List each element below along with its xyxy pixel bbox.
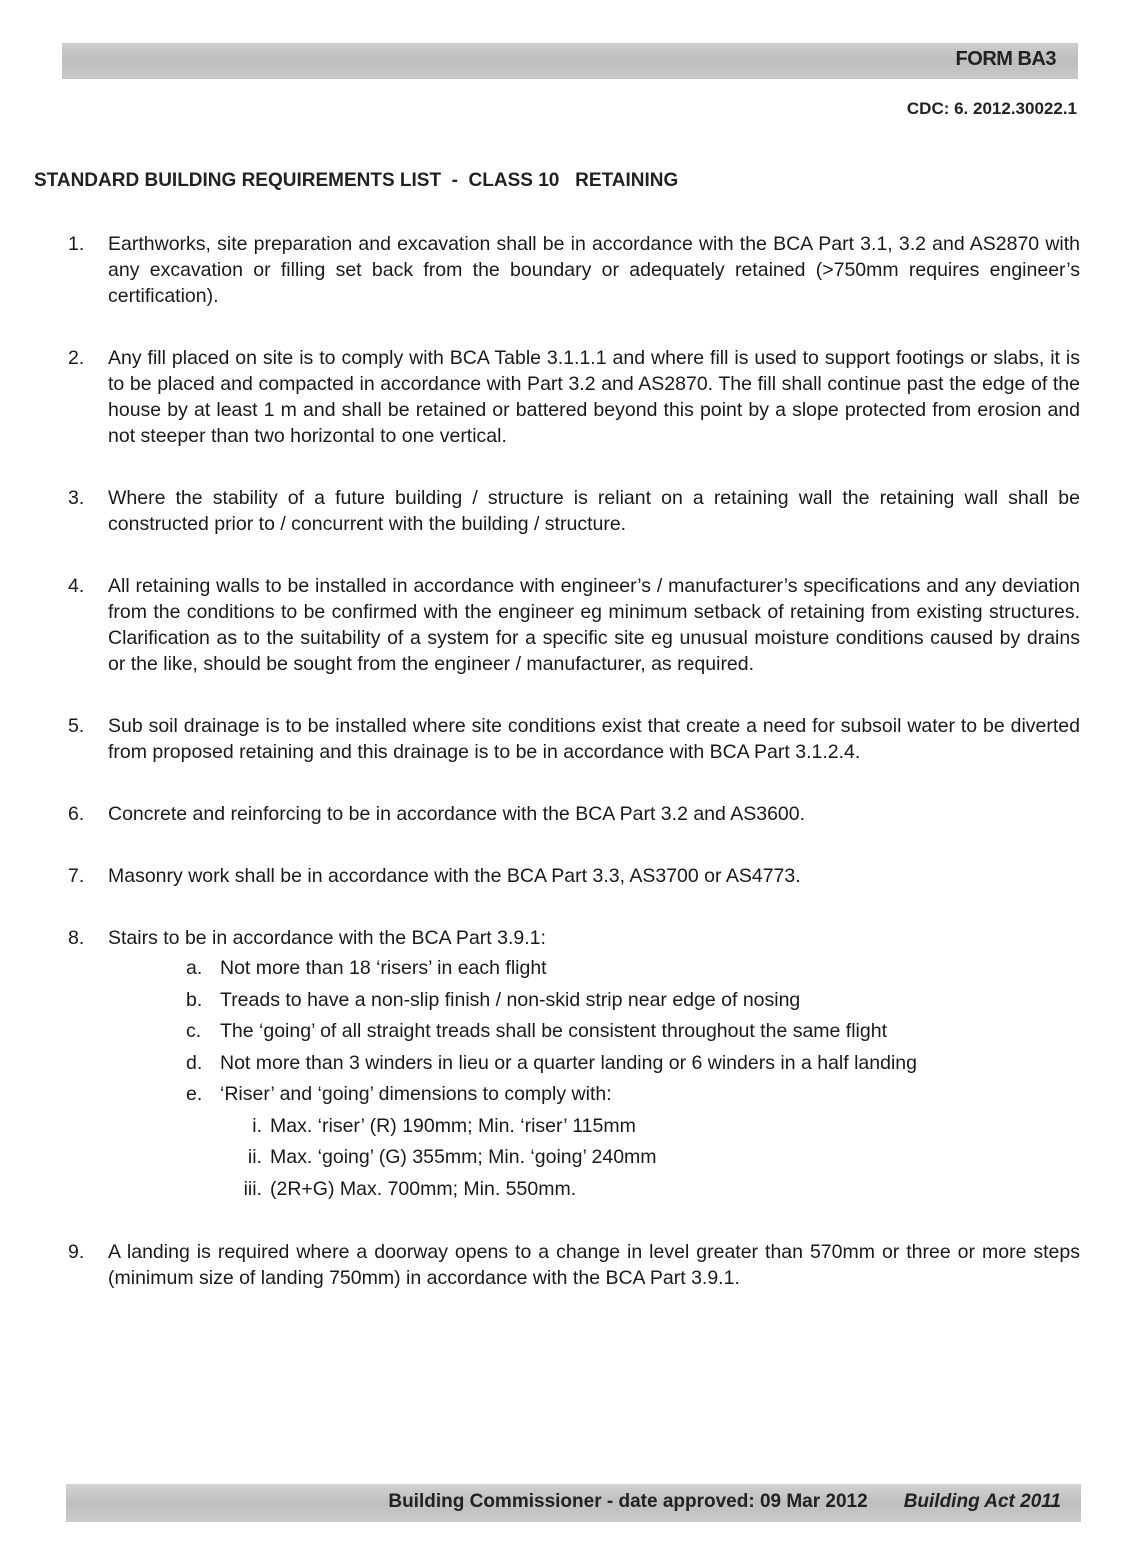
sub-sub-item-numeral: ii. [247, 1146, 262, 1168]
building-act: Building Act 2011 [903, 1491, 1061, 1512]
sub-item-text: The ‘going’ of all straight treads shall be consistent throughout the same flight [220, 1020, 887, 1042]
stairs-sublist [68, 953, 1080, 1205]
approval-date: Building Commissioner - date approved: 09 Mar 2012 [388, 1491, 868, 1512]
item-number: 7. [68, 865, 85, 887]
document-title: STANDARD BUILDING REQUIREMENTS LIST - CLASS 10 RETAINING [34, 170, 679, 191]
item-number: 8. [68, 927, 85, 949]
cdc-number: CDC: 6. 2012.30022.1 [906, 99, 1077, 118]
item-text: Earthworks, site preparation and excavation shall be in accordance with the BCA Part 3.1, 3.2 and AS2870 with any excavation or filling set back from the boundary or adequately retained (>750mm requires engineer’s certification). [108, 233, 1080, 307]
sub-sub-item-text: Max. ‘riser’ (R) 190mm; Min. ‘riser’ 115mm [270, 1114, 636, 1137]
sub-sub-item [226, 1174, 1080, 1206]
item-text: A landing is required where a doorway opens to a change in level greater than 570mm or three or more steps (minimum size of landing 750mm) in accordance with the BCA Part 3.9.1. [108, 1241, 1080, 1289]
sub-sub-item-text: (2R+G) Max. 700mm; Min. 550mm. [270, 1177, 577, 1200]
item-number: 5. [68, 715, 85, 737]
requirement-item [68, 231, 1080, 309]
sub-sub-item-numeral: iii. [243, 1177, 262, 1200]
requirement-item [68, 1239, 1080, 1291]
form-label: FORM BA3 [955, 48, 1056, 70]
sub-item [174, 1048, 1080, 1080]
requirement-item [68, 863, 1080, 889]
sub-item [174, 953, 1080, 985]
footer-bar [66, 1484, 1081, 1522]
item-text: Any fill placed on site is to comply with BCA Table 3.1.1.1 and where fill is used to support footings or slabs, it is to be placed and compacted in accordance with Part 3.2 and AS2870. The fill shall continue past the edge of the house by at least 1 m and shall be retained or battered beyond this point by a slope protected from erosion and not steeper than two horizontal to one vertical. [108, 347, 1080, 447]
sub-item-letter: d. [186, 1051, 203, 1074]
requirement-item [68, 573, 1080, 677]
sub-item-text: Not more than 18 ‘risers’ in each flight [220, 957, 547, 979]
sub-item [174, 1079, 1080, 1111]
sub-item-letter: b. [186, 988, 203, 1011]
requirement-item-stairs [68, 925, 1080, 951]
sub-sub-item [226, 1111, 1080, 1143]
item-number: 2. [68, 347, 85, 369]
requirement-item [68, 485, 1080, 537]
sub-item-text: ‘Riser’ and ‘going’ dimensions to comply with: [220, 1083, 612, 1105]
sub-item-letter: c. [186, 1020, 202, 1042]
sub-item-text: Treads to have a non-slip finish / non-skid strip near edge of nosing [220, 988, 801, 1011]
item-text: Stairs to be in accordance with the BCA Part 3.9.1: [108, 927, 546, 949]
sub-item-letter: a. [186, 957, 203, 979]
item-number: 6. [68, 803, 85, 825]
item-text: Sub soil drainage is to be installed where site conditions exist that create a need for subsoil water to be diverted from proposed retaining and this drainage is to be in accordance with BCA Part 3.1.2.4. [108, 715, 1080, 763]
sub-item [174, 985, 1080, 1017]
item-number: 4. [68, 575, 85, 597]
item-text: Concrete and reinforcing to be in accordance with the BCA Part 3.2 and AS3600. [108, 803, 806, 825]
footer-text [388, 1491, 1061, 1513]
item-text: Masonry work shall be in accordance with the BCA Part 3.3, AS3700 or AS4773. [108, 865, 801, 887]
sub-sub-item-numeral: i. [252, 1114, 262, 1137]
requirements-list [68, 231, 1080, 1327]
header-bar [62, 43, 1078, 79]
item-text: Where the stability of a future building / structure is reliant on a retaining wall the retaining wall shall be constructed prior to / concurrent with the building / structure. [108, 487, 1080, 535]
sub-item [174, 1016, 1080, 1048]
sub-item-letter: e. [186, 1083, 203, 1105]
sub-sub-item-text: Max. ‘going’ (G) 355mm; Min. ‘going’ 240mm [270, 1146, 657, 1168]
item-number: 1. [68, 233, 85, 255]
item-text: All retaining walls to be installed in accordance with engineer’s / manufacturer’s specifications and any deviation from the conditions to be confirmed with the engineer eg minimum setback of retaining from existing structures. Clarification as to the suitability of a system for a specific site eg unusual moisture conditions caused by drains or the like, should be sought from the engineer / manufacturer, as required. [108, 575, 1080, 675]
item-number: 9. [68, 1241, 85, 1263]
requirement-item [68, 713, 1080, 765]
sub-item-text: Not more than 3 winders in lieu or a quarter landing or 6 winders in a half landing [220, 1051, 917, 1074]
item-number: 3. [68, 487, 85, 509]
sub-sub-item [226, 1142, 1080, 1174]
requirement-item [68, 801, 1080, 827]
requirement-item [68, 345, 1080, 449]
